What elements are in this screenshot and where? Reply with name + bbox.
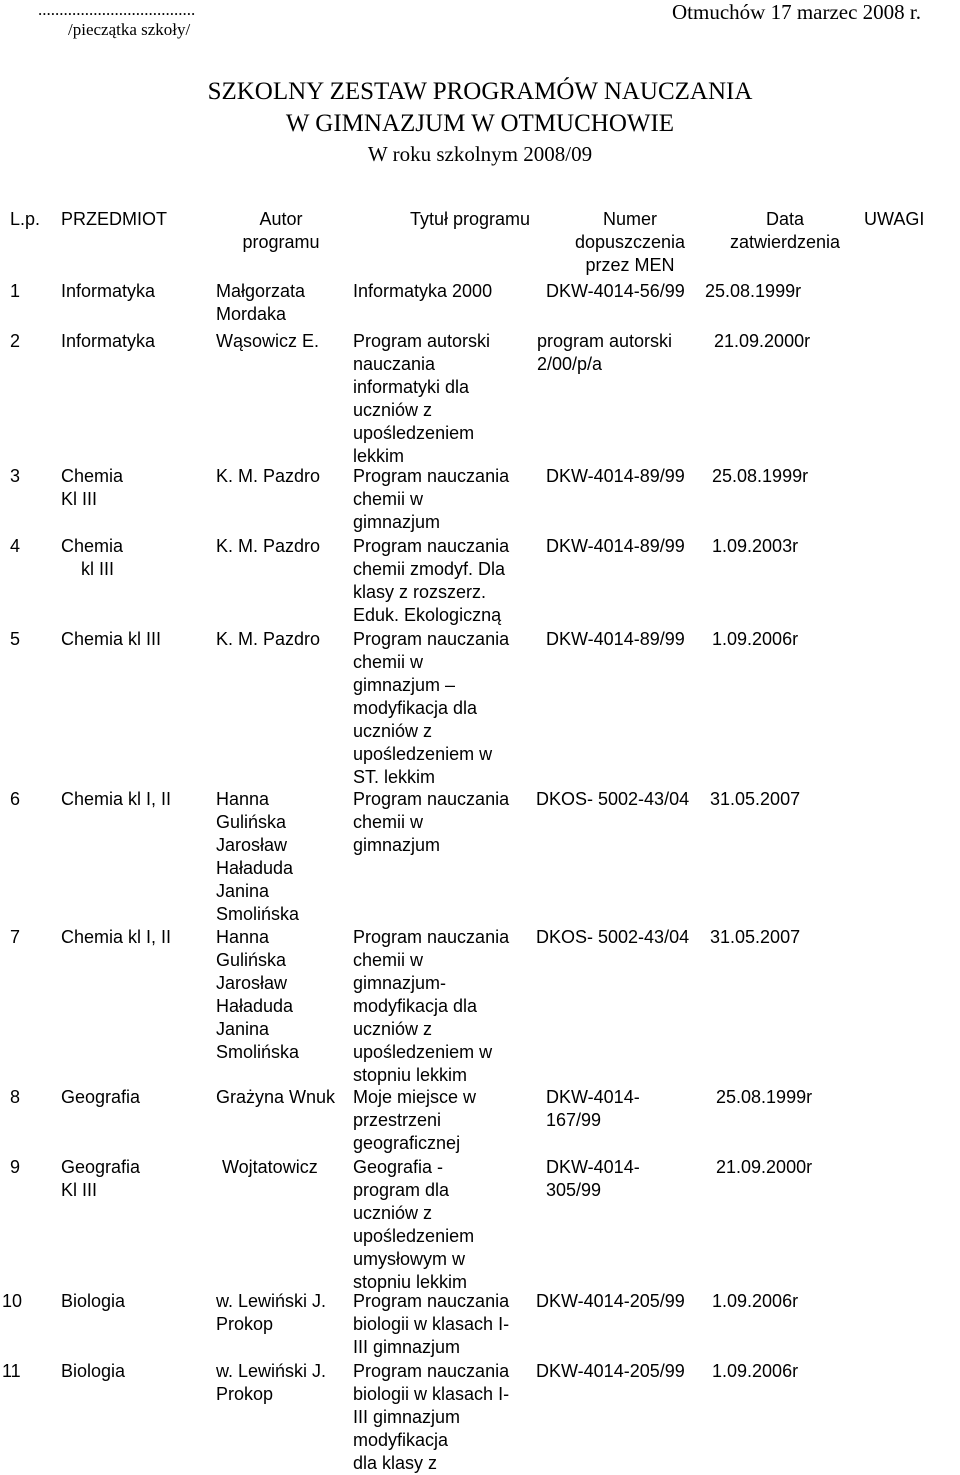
cell-numer: DKW-4014-56/99	[546, 281, 685, 301]
table-row	[0, 1086, 960, 1155]
cell-lp: 9	[10, 1157, 21, 1177]
cell-data: 1.09.2006r	[712, 1291, 799, 1311]
cell-numer: DKW-4014-205/99	[536, 1291, 685, 1311]
stamp-label: /pieczątka szkoły/	[68, 20, 191, 39]
cell-lp: 5	[10, 629, 21, 649]
title-line-2: W GIMNAZJUM W OTMUCHOWIE	[285, 110, 675, 137]
cell-lp: 7	[10, 927, 21, 947]
header-lp: L.p.	[10, 209, 41, 229]
cell-przedmiot: Geografia	[61, 1087, 141, 1107]
header-data: Data zatwierdzenia	[729, 209, 841, 252]
header-tytul: Tytuł programu	[410, 209, 531, 229]
cell-przedmiot: Biologia	[61, 1361, 126, 1381]
cell-autor: K. M. Pazdro	[216, 536, 321, 556]
cell-przedmiot: Biologia	[61, 1291, 126, 1311]
table-row	[0, 1360, 960, 1475]
table-row	[0, 926, 960, 1087]
cell-numer: DKW-4014- 167/99	[546, 1087, 640, 1130]
cell-lp: 1	[10, 281, 21, 301]
cell-data: 1.09.2006r	[712, 1361, 799, 1381]
title-line-3: W roku szkolnym 2008/09	[367, 142, 593, 166]
cell-data: 25.08.1999r	[716, 1087, 813, 1107]
cell-data: 21.09.2000r	[714, 331, 811, 351]
cell-lp: 10	[2, 1291, 23, 1311]
cell-tytul: Geografia - program dla uczniów z upośledzeniem umysłowym w stopniu lekkim	[353, 1157, 475, 1292]
cell-autor: Hanna Gulińska Jarosław Haładuda Janina Smolińska	[216, 789, 300, 924]
programs-table	[0, 208, 960, 1473]
cell-lp: 2	[10, 331, 21, 351]
stamp-dots: .....................................	[38, 0, 196, 19]
table-row	[0, 788, 960, 926]
cell-autor: Hanna Gulińska Jarosław Haładuda Janina Smolińska	[216, 927, 300, 1062]
cell-data: 31.05.2007	[710, 927, 801, 947]
cell-numer: program autorski 2/00/p/a	[537, 331, 673, 374]
cell-numer: DKOS- 5002-43/04	[536, 789, 690, 809]
cell-autor: Grażyna Wnuk	[216, 1087, 336, 1107]
title-line-1: SZKOLNY ZESTAW PROGRAMÓW NAUCZANIA	[207, 78, 753, 105]
cell-tytul: Program nauczania chemii zmodyf. Dla klasy z rozszerz. Eduk. Ekologiczną	[353, 536, 510, 625]
cell-przedmiot: Informatyka	[61, 331, 156, 351]
cell-data: 21.09.2000r	[716, 1157, 813, 1177]
cell-tytul: Program nauczania chemii w gimnazjum	[353, 789, 510, 855]
table-row	[0, 535, 960, 627]
cell-przedmiot: Chemia kl I, II	[61, 927, 172, 947]
cell-tytul: Program nauczania chemii w gimnazjum	[353, 466, 510, 532]
cell-lp: 3	[10, 466, 21, 486]
cell-przedmiot: Geografia Kl III	[61, 1157, 141, 1200]
cell-przedmiot: Chemia kl I, II	[61, 789, 172, 809]
cell-numer: DKW-4014-89/99	[546, 536, 685, 556]
cell-numer: DKW-4014- 305/99	[546, 1157, 640, 1200]
table-row	[0, 330, 960, 468]
cell-autor: K. M. Pazdro	[216, 629, 321, 649]
document-title	[0, 76, 960, 168]
cell-numer: DKOS- 5002-43/04	[536, 927, 690, 947]
cell-data: 1.09.2006r	[712, 629, 799, 649]
cell-autor: Wojtatowicz	[222, 1157, 318, 1177]
table-header	[0, 208, 960, 280]
header-autor: Autor programu	[242, 209, 320, 252]
cell-autor: Małgorzata Mordaka	[216, 281, 306, 324]
cell-data: 25.08.1999r	[705, 281, 802, 301]
cell-data: 31.05.2007	[710, 789, 801, 809]
place-date: Otmuchów 17 marzec 2008 r.	[672, 0, 922, 24]
cell-numer: DKW-4014-205/99	[536, 1361, 685, 1381]
cell-przedmiot: Informatyka	[61, 281, 156, 301]
school-stamp	[38, 0, 195, 40]
cell-tytul: Program nauczania biologii w klasach I- III gimnazjum modyfikacja dla klasy z	[353, 1361, 510, 1473]
cell-data: 25.08.1999r	[712, 466, 809, 486]
cell-tytul: Program nauczania chemii w gimnazjum- modyfikacja dla uczniów z upośledzeniem w stopniu lekkim	[353, 927, 510, 1085]
table-row	[0, 1156, 960, 1294]
cell-autor: K. M. Pazdro	[216, 466, 321, 486]
cell-numer: DKW-4014-89/99	[546, 629, 685, 649]
cell-tytul: Moje miejsce w przestrzeni geograficznej	[353, 1087, 477, 1153]
cell-tytul: Program autorski nauczania informatyki dla uczniów z upośledzeniem lekkim	[353, 331, 491, 466]
cell-numer: DKW-4014-89/99	[546, 466, 685, 486]
cell-tytul: Program nauczania chemii w gimnazjum – modyfikacja dla uczniów z upośledzeniem w ST. lekkim	[353, 629, 510, 787]
cell-lp: 11	[2, 1361, 21, 1381]
cell-autor: Wąsowicz E.	[216, 331, 320, 351]
cell-przedmiot: Chemia Kl III	[61, 466, 124, 509]
table-row	[0, 1290, 960, 1359]
cell-autor: w. Lewiński J. Prokop	[216, 1361, 327, 1404]
cell-lp: 4	[10, 536, 21, 556]
cell-przedmiot: Chemia kl III	[61, 536, 124, 579]
table-row	[0, 628, 960, 789]
table-row	[0, 465, 960, 534]
cell-przedmiot: Chemia kl III	[61, 629, 162, 649]
cell-lp: 6	[10, 789, 21, 809]
cell-data: 1.09.2003r	[712, 536, 799, 556]
cell-autor: w. Lewiński J. Prokop	[216, 1291, 327, 1334]
header-przedmiot: PRZEDMIOT	[61, 209, 167, 229]
table-row	[0, 280, 960, 326]
cell-tytul: Informatyka 2000	[353, 281, 493, 301]
header-uwagi: UWAGI	[864, 209, 925, 229]
cell-tytul: Program nauczania biologii w klasach I- III gimnazjum	[353, 1291, 510, 1357]
header-numer: Numer dopuszczenia przez MEN	[574, 209, 686, 275]
cell-lp: 8	[10, 1087, 21, 1107]
